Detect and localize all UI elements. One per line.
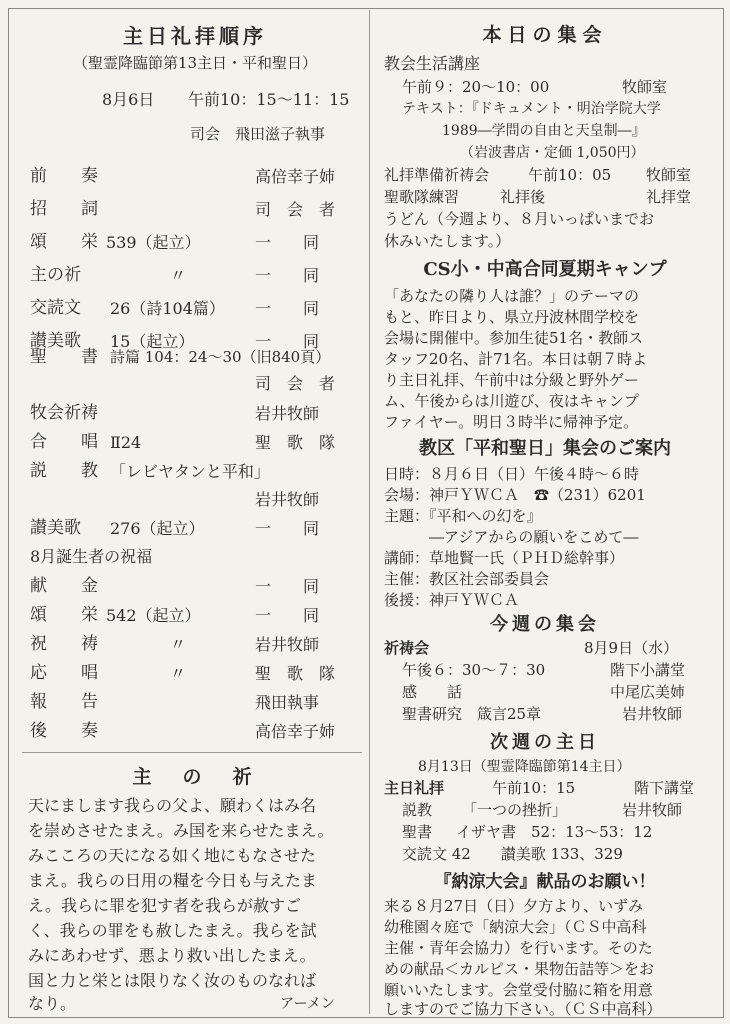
next-sermon-title: 「一つの挫折」 <box>462 801 568 819</box>
this-week-title: 今週の集会 <box>490 614 600 635</box>
order-item: 交読文 <box>30 298 81 318</box>
order-item: 8月誕生者の祝福 <box>30 547 153 566</box>
prayer-line: みにあわせず、悪より救い出したまえ。 <box>28 946 316 965</box>
next-sermon-label: 説教 <box>402 801 433 819</box>
camp-line: 会場に開催中。参加生徒51名・教師ス <box>384 329 644 347</box>
next-sunday-date: 8月13日（聖霊降臨節第14主日） <box>418 759 631 775</box>
order-item: 説 教 <box>30 461 98 481</box>
order-person: 一 同 <box>255 577 320 596</box>
next-preacher: 岩井牧師 <box>622 801 683 819</box>
week-meeting-time: 午後６：30～７：30 <box>402 661 546 679</box>
order-detail: 539（起立） <box>106 233 201 252</box>
order-person: 飛田執事 <box>255 693 320 712</box>
next-bible-label: 聖書 <box>402 823 433 841</box>
week-meeting-name: 祈祷会 <box>384 639 430 657</box>
week-testimony: 感 話 <box>402 683 463 701</box>
next-sunday-title: 次週の主日 <box>490 732 600 753</box>
prayer-meeting-time: 午前10：05 <box>528 166 612 184</box>
prayer-line: みこころの天になる如く地にもなさせた <box>28 846 317 865</box>
choir-practice-name: 聖歌隊練習 <box>384 188 460 206</box>
order-item: 主の祈 <box>30 265 81 285</box>
prayer-line: を崇めさせたまえ。み国を来らせたまえ。 <box>28 821 334 840</box>
prayer-line: え。我らに罪を犯す者を我らが赦すご <box>28 896 301 915</box>
order-person: 高倍幸子姉 <box>255 722 336 741</box>
choir-practice-place: 礼拝堂 <box>646 188 692 206</box>
camp-line: 「あなたの隣り人は誰？」のテーマの <box>384 287 640 305</box>
order-detail: 26（詩104篇） <box>110 299 225 318</box>
order-person: 司 会 者 <box>255 200 336 219</box>
order-item: 招 詞 <box>30 199 98 219</box>
worship-time: 午前10：15～11：15 <box>188 90 350 109</box>
order-person: 一 同 <box>255 299 320 318</box>
next-service-time: 午前10：15 <box>492 779 576 797</box>
festival-line: 来る８月27日（日）夕方より、いずみ <box>384 897 644 915</box>
camp-line: ファイヤー。明日３時半に帰神予定。 <box>384 413 639 431</box>
peace-line: ―アジアからの願いをこめて― <box>384 528 639 546</box>
order-detail: 「レビヤタンと平和」 <box>110 462 270 481</box>
festival-line: 願いいたします。会堂受付脇に箱を用意 <box>384 981 653 999</box>
prayer-line: なり。 <box>28 994 77 1013</box>
order-detail: 詩篇 104：24～30（旧840頁） <box>110 348 331 366</box>
festival-line: 幼稚園々庭で「納涼大会」（ＣＳ中高科 <box>384 918 647 936</box>
festival-title: 『納涼大会』献品のお願い！ <box>434 872 656 892</box>
festival-line: しますのでご協力下さい。（ＣＳ中高科） <box>384 1000 662 1018</box>
peace-line: 主催：教区社会部委員会 <box>384 570 550 588</box>
section-divider <box>22 752 362 753</box>
order-person: 一 同 <box>255 332 320 351</box>
order-item: 合 唱 <box>30 432 98 452</box>
order-item: 祝 祷 <box>30 634 98 654</box>
order-item: 応 唱 <box>30 663 98 683</box>
prayer-line: まえ。我らの日用の糧を今日も与えたま <box>28 871 317 890</box>
worship-date: 8月6日 <box>102 90 155 109</box>
lecture-time: 午前９：20～10：00 <box>402 78 550 96</box>
peace-line: 講師：草地賢一氏（ＰＨＤ総幹事） <box>384 549 625 567</box>
order-person: 岩井牧師 <box>255 490 320 509</box>
order-item: 讃美歌 <box>30 518 81 538</box>
order-detail: 15（起立） <box>110 332 195 351</box>
order-person: 聖 歌 隊 <box>255 664 336 683</box>
presider: 司会 飛田滋子執事 <box>190 125 326 143</box>
next-bible-ref: イザヤ書 52：13～53：12 <box>456 823 653 841</box>
order-item: 讃美歌 <box>30 331 81 351</box>
camp-line: り主日礼拝、午前中は分級と野外ゲー <box>384 371 640 389</box>
order-person: 聖 歌 隊 <box>255 433 336 452</box>
week-testimony-person: 中尾広美姉 <box>610 683 686 701</box>
order-person: 岩井牧師 <box>255 404 320 423</box>
order-item: 頌 栄 <box>30 605 98 625</box>
choir-practice-time: 礼拝後 <box>500 188 546 206</box>
prayer-title: 主 の 祈 <box>132 766 258 788</box>
camp-line: タッフ20名、計71名。本日は朝７時よ <box>384 350 648 368</box>
lecture-text: 1989―学問の自由と天皇制―』 <box>442 123 646 139</box>
order-item: 報 告 <box>30 692 98 712</box>
order-item: 献 金 <box>30 576 98 596</box>
camp-line: もと、昨日より、県立丹波林間学校を <box>384 308 640 326</box>
order-item: 前 奏 <box>30 166 98 186</box>
order-item: 頌 栄 <box>30 232 98 252</box>
order-person: 一 同 <box>255 606 320 625</box>
prayer-line: 国と力と栄とは限りなく汝のものなれば <box>28 971 317 990</box>
amen: アーメン <box>280 996 335 1012</box>
order-detail: 〃 <box>170 635 187 654</box>
next-service-name: 主日礼拝 <box>384 779 445 797</box>
peace-meeting-title: 教区「平和聖日」集会のご案内 <box>419 438 671 459</box>
lecture-text: テキスト：『ドキュメント・明治学院大学 <box>402 101 661 117</box>
prayer-meeting-place: 牧師室 <box>646 166 692 184</box>
column-divider <box>369 10 370 1014</box>
next-hymns: 交読文 42 讃美歌 133、329 <box>402 845 623 863</box>
next-service-place: 階下講堂 <box>634 779 695 797</box>
order-detail: 〃 <box>170 664 187 683</box>
prayer-meeting-name: 礼拝準備祈祷会 <box>384 166 490 184</box>
order-item: 聖 書 <box>30 347 98 367</box>
order-detail: 276（起立） <box>110 519 205 538</box>
order-detail: Ⅱ24 <box>110 433 142 452</box>
udon-notice: うどん（今週より、８月いっぱいまでお <box>384 210 655 228</box>
today-meetings-title: 本日の集会 <box>482 24 608 46</box>
festival-line: 主催・青年会協力）を行います。そのた <box>384 939 653 957</box>
peace-line: 日時：８月６日（日）午後４時～６時 <box>384 465 640 483</box>
order-person: 岩井牧師 <box>255 635 320 654</box>
order-detail: 〃 <box>170 266 187 285</box>
peace-line: 主題：『平和への幻を』 <box>384 507 542 525</box>
prayer-line: 天にまします我らの父よ、願わくはみ名 <box>28 796 317 815</box>
festival-line: めの献品＜カルピス・果物缶詰等＞をお <box>384 960 655 978</box>
camp-line: ム、午後からは川遊び、夜はキャンプ <box>384 392 639 410</box>
worship-title: 主日礼拝順序 <box>123 24 267 48</box>
lecture-place: 牧師室 <box>622 78 668 96</box>
order-person: 一 同 <box>255 266 320 285</box>
order-item: 後 奏 <box>30 721 98 741</box>
lecture-text: （岩波書店・定価 1,050円） <box>460 145 645 161</box>
lecture-name: 教会生活講座 <box>384 54 481 73</box>
camp-title: CS小・中高合同夏期キャンプ <box>423 259 667 280</box>
week-meeting-place: 階下小講堂 <box>610 661 686 679</box>
udon-notice: 休みいたします。） <box>384 232 511 250</box>
order-item: 牧会祈祷 <box>30 403 98 423</box>
week-bible-study-person: 岩井牧師 <box>622 705 683 723</box>
worship-subtitle: （聖霊降臨節第13主日・平和聖日） <box>72 54 318 72</box>
order-person: 司 会 者 <box>255 374 336 393</box>
week-bible-study: 聖書研究 箴言25章 <box>402 705 542 723</box>
order-person: 高倍幸子姉 <box>255 167 336 186</box>
peace-line: 会場：神戸ＹＷＣＡ ☎（231）6201 <box>384 486 646 504</box>
order-person: 一 同 <box>255 519 320 538</box>
order-detail: 542（起立） <box>106 606 201 625</box>
order-person: 一 同 <box>255 233 320 252</box>
week-meeting-date: 8月9日（水） <box>584 639 679 657</box>
prayer-line: く、我らの罪をも赦したまえ。我らを試 <box>28 921 317 940</box>
peace-line: 後援：神戸ＹＷＣＡ <box>384 591 520 609</box>
